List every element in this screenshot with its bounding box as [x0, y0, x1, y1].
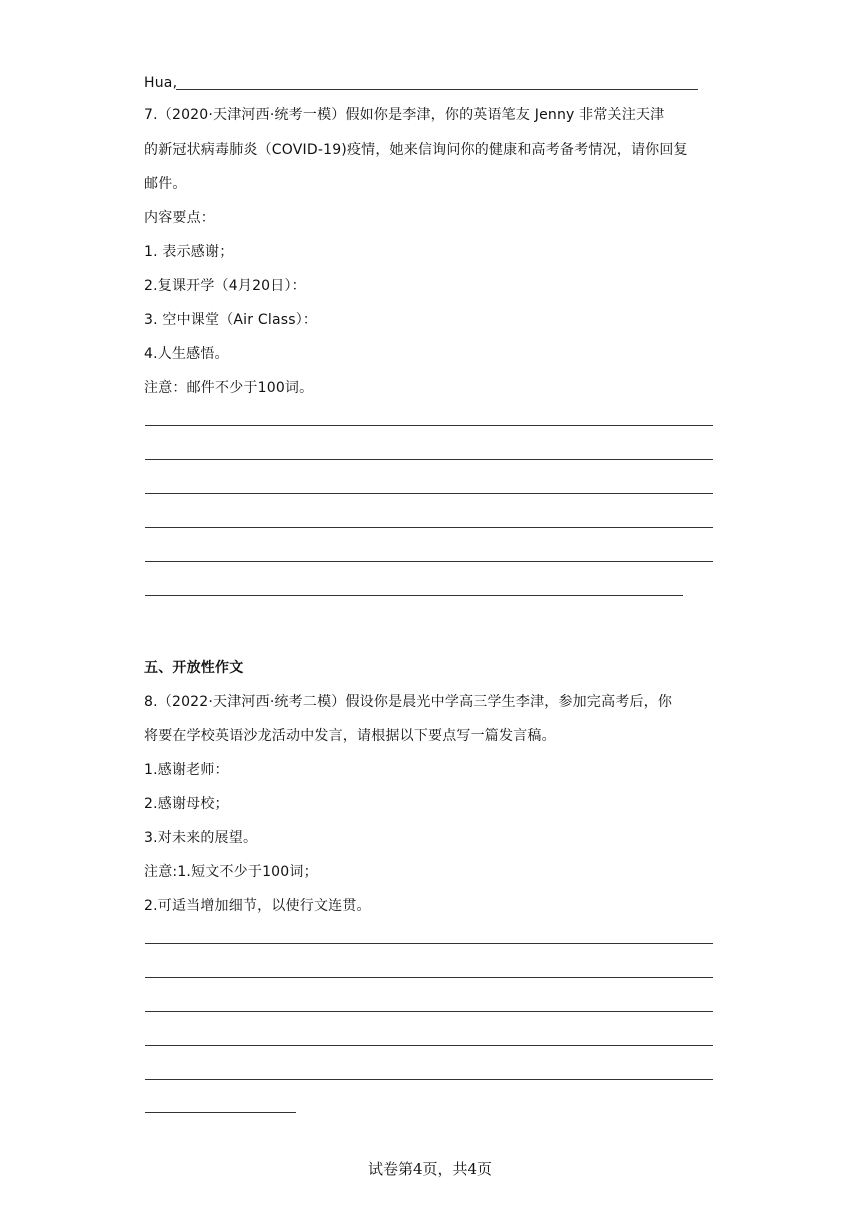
q8-point-3: 3.对未来的展望。 [144, 830, 258, 846]
q7-line-2: 的新冠状病毒肺炎（COVID-19)疫情，她来信询问你的健康和高考备考情况，请你回复 [144, 142, 688, 158]
q8-point-2: 2.感谢母校； [144, 796, 229, 812]
q7-line-1: 7.（2020·天津河西·统考一模）假如你是李津，你的英语笔友 Jenny 非常关注天津 [144, 107, 665, 123]
answer-line [145, 1045, 713, 1046]
q8-line-2: 将要在学校英语沙龙活动中发言，请根据以下要点写一篇发言稿。 [144, 728, 556, 744]
page-footer: 试卷第4页，共4页 [367, 1160, 493, 1178]
q8-point-1: 1.感谢老师： [144, 762, 229, 778]
q8-line-1: 8.（2022·天津河西·统考二模）假设你是晨光中学高三学生李津，参加完高考后，你 [144, 694, 673, 710]
answer-line [145, 527, 713, 528]
answer-line [145, 1011, 713, 1012]
q7-point-1: 1. 表示感谢； [144, 244, 234, 260]
answer-line [176, 89, 698, 90]
answer-line [145, 595, 683, 596]
q7-note: 注意：邮件不少于100词。 [144, 380, 314, 396]
q8-note-1: 注意:1.短文不少于100词； [144, 864, 318, 880]
q7-point-4: 4.人生感悟。 [144, 346, 229, 362]
q7-line-3: 邮件。 [144, 176, 187, 192]
q7-point-2: 2.复课开学（4月20日）： [144, 278, 306, 294]
q7-point-3: 3. 空中课堂（Air Class）： [144, 312, 318, 328]
answer-line [145, 977, 713, 978]
answer-line [145, 561, 713, 562]
answer-line [145, 943, 713, 944]
answer-line [145, 459, 713, 460]
q6-tail-prefix: Hua, [144, 75, 178, 91]
answer-line [145, 425, 713, 426]
answer-line [145, 1112, 296, 1113]
q8-note-2: 2.可适当增加细节，以使行文连贯。 [144, 898, 371, 914]
answer-line [145, 1079, 713, 1080]
q7-points-title: 内容要点： [144, 210, 215, 226]
answer-line [145, 493, 713, 494]
section-title: 五、开放性作文 [144, 660, 244, 676]
